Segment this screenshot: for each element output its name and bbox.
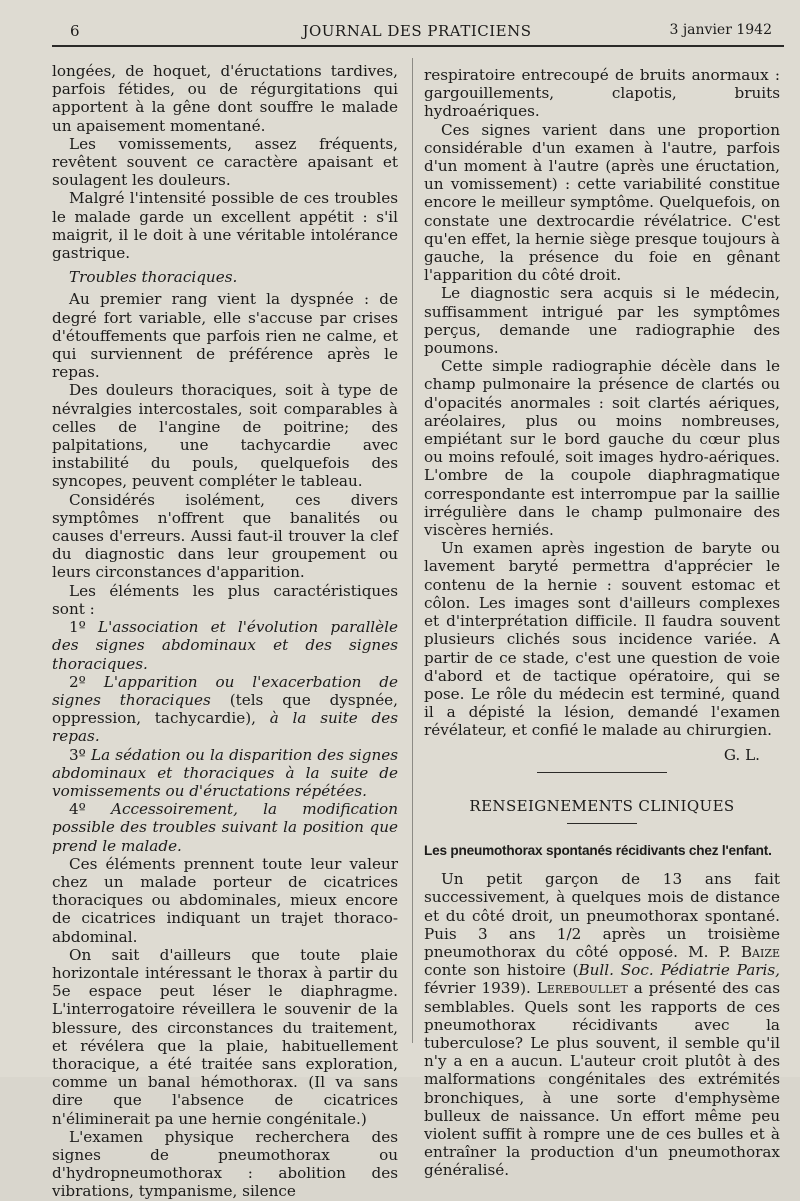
section-title-rule [567, 823, 637, 824]
subsection-title: Troubles thoraciques. [69, 268, 238, 287]
citation: Bull. Soc. Pédiatrie Paris, [578, 961, 781, 980]
paragraph: Les éléments les plus caractéristiques sont : [52, 581, 398, 618]
list-item [52, 800, 398, 855]
page-number: 6 [70, 22, 80, 40]
paragraph: Ces signes varient dans une proportion considérable d'un examen à l'autre, parfois d'un moment à l'autre (après une éructation, un vomissement) : cette variabilité constitue encore le meilleur symptôme. Quelquefois, on constate une dextrocardie révélatrice. C'est qu'en effet, la hernie siège presque toujours à gauche, la présence du foie en gênant l'apparition du côté droit. [424, 120, 780, 285]
paragraph: Un examen après ingestion de baryte ou lavement baryté permettra d'apprécier le contenu de la hernie : souvent estomac et côlon. Les images sont d'ailleurs complexes et d'interprétation difficile. Il faudra souvent plusieurs clichés sous incidence variée. A partir de ce stade, c'est une question de voie d'abord et de tactique opératoire, qui se pose. Le rôle du médecin est terminé, quand il a dépisté la lésion, demandé l'examen révélateur, et confié le malade au chirurgien. [424, 539, 780, 740]
section-separator [537, 772, 667, 773]
article-title: Les pneumothorax spontanés récidivants chez l'enfant. [424, 842, 772, 858]
list-item-text: (tels que dyspnée, oppression, tachycardie), [52, 690, 398, 728]
list-item-text: L'association et l'évolution parallèle des signes abdominaux et des signes thoraciques. [52, 618, 398, 673]
issue-date: 3 janvier 1942 [669, 22, 772, 38]
list-item-number: 2º [69, 672, 86, 691]
list-item-number: 4º [69, 800, 86, 819]
list-item [52, 618, 398, 673]
journal-title: JOURNAL DES PRATICIENS [302, 22, 532, 40]
author-name: Lereboullet [536, 979, 628, 998]
article-text: Un petit garçon de 13 ans fait successivement, à quelques mois de distance et du côté droit, un pneumothorax spontané. Puis 3 ans 1/2 après un troisième pneumothorax du côté opposé. M. P. [424, 870, 780, 961]
author-signature: G. L. [723, 745, 760, 764]
list-item-text: Accessoirement, la modification possible des troubles suivant la position que prend le malade. [52, 800, 398, 855]
page-header [52, 22, 782, 46]
paragraph: Le diagnostic sera acquis si le médecin, suffisamment intrigué par les symptômes perçus, demande une radiographie des poumons. [424, 284, 780, 358]
header-rule [52, 45, 784, 47]
list-item-text: La sédation ou la disparition des signes abdominaux et thoraciques à la suite de vomissements ou d'éructations répétées. [52, 745, 399, 800]
article-paragraph [424, 870, 780, 1179]
paragraph: Considérés isolément, ces divers symptômes n'offrent que banalités ou causes d'erreurs. Aussi faut-il trouver la clef du diagnostic dans leur groupement ou leurs circonstances d'apparition. [52, 490, 398, 582]
author-name: Baize [740, 942, 780, 961]
paragraph: L'examen physique recherchera des signes de pneumothorax ou d'hydropneumothorax : abolition des vibrations, tympanisme, silence [52, 1127, 398, 1201]
list-item-text: L'apparition ou l'exacerbation de signes thoraciques [52, 672, 398, 709]
column-divider [412, 58, 413, 1043]
paragraph: Au premier rang vient la dyspnée : de degré fort variable, elle s'accuse par crises d'étouffements que parfois rien ne calme, et qui surviennent de préférence après le repas. [52, 290, 398, 382]
paragraph: Ces éléments prennent toute leur valeur chez un malade porteur de cicatrices thoraciques ou abdominales, mieux encore de cicatrices indiquant un trajet thoraco-abdominal. [52, 854, 398, 946]
section-title: RENSEIGNEMENTS CLINIQUES [469, 796, 735, 815]
citation-date: février 1939). [424, 979, 531, 998]
paragraph: respiratoire entrecoupé de bruits anormaux : gargouillements, clapotis, bruits hydroaériques. [424, 66, 780, 121]
list-item-number: 3º [69, 745, 86, 764]
paragraph: Des douleurs thoraciques, soit à type de névralgies intercostales, soit comparables à celles de l'angine de poitrine; des palpitations, une tachycardie avec instabilité du pouls, quelquefois des syncopes, peuvent compléter le tableau. [52, 381, 398, 491]
left-column [52, 62, 398, 1201]
right-column [424, 66, 780, 1180]
article-text: conte son histoire ( [424, 961, 579, 980]
paragraph: Les vomissements, assez fréquents, revêtent souvent ce caractère apaisant et soulagent les douleurs. [52, 134, 398, 190]
list-item-text: à la suite des repas. [52, 709, 399, 746]
list-item [52, 673, 398, 746]
paragraph: Malgré l'intensité possible de ces troubles le malade garde un excellent appétit : s'il maigrit, il le doit à une véritable intolérance gastrique. [52, 189, 398, 263]
paragraph: On sait d'ailleurs que toute plaie horizontale intéressant le thorax à partir du 5e espace peut léser le diaphragme. L'interrogatoire réveillera le souvenir de la blessure, des circonstances du traitement, et révélera que la plaie, habituellement thoracique, a été traitée sans exploration, comme un banal hémothorax. (Il va sans dire que l'absence de cicatrices n'éliminerait pa une hernie congénitale.) [52, 945, 398, 1128]
list-item [52, 746, 398, 801]
paragraph: longées, de hoquet, d'éructations tardives, parfois fétides, ou de régurgitations qui apportent à la gêne dont souffre le malade un apaisement momentané. [52, 62, 398, 135]
article-text: a présenté des cas semblables. Quels sont les rapports de ces pneumothorax récidivants avec la tuberculose? Le plus souvent, il semble qu'il n'y a en a aucun. L'auteur croit plutôt à des malformations congénitales des extrémités bronchiques, à une sorte d'emphysème bulleux de naissance. Un effort même peu violent suffit à rompre une de ces bulles et à entraîner la production d'un pneumothorax généralisé. [424, 979, 780, 1180]
paragraph: Cette simple radiographie décèle dans le champ pulmonaire la présence de clartés ou d'opacités anormales : soit clartés aériques, aréolaires, plus ou moins nombreuses, empiétant sur le bord gauche du cœur plus ou moins refoulé, soit images hydro-aériques. L'ombre de la coupole diaphragmatique correspondante est interrompue par la saillie irrégulière dans le champ pulmonaire des viscères herniés. [424, 357, 780, 540]
list-item-number: 1º [69, 618, 86, 637]
